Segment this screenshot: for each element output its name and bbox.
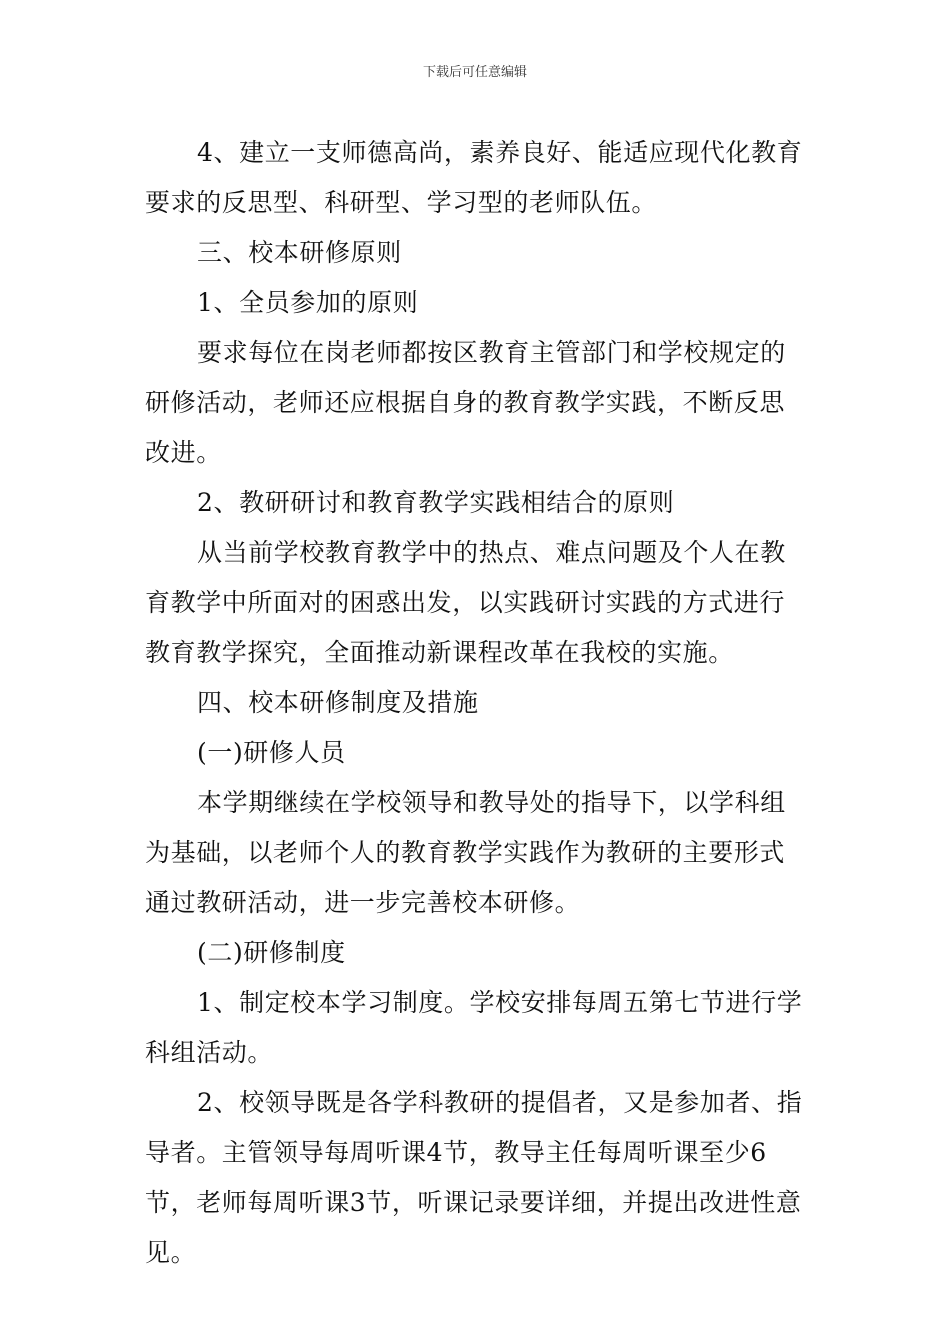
paragraph-system-1: 1、制定校本学习制度。学校安排每周五第七节进行学科组活动。 bbox=[145, 988, 803, 1067]
subheading-personnel: (一)研修人员 bbox=[197, 738, 346, 767]
section-heading-principles: 三、校本研修原则 bbox=[197, 238, 402, 267]
paragraph-full-participation: 要求每位在岗老师都按区教育主管部门和学校规定的研修活动，老师还应根据自身的教育教学实践，不断反思改进。 bbox=[145, 338, 786, 467]
page-header-note: 下载后可任意编辑 bbox=[422, 65, 527, 80]
subheading-system: (二)研修制度 bbox=[197, 938, 346, 967]
paragraph-goal-4: 4、建立一支师德高尚，素养良好、能适应现代化教育要求的反思型、科研型、学习型的老师队伍。 bbox=[145, 138, 803, 217]
paragraph-personnel: 本学期继续在学校领导和教导处的指导下，以学科组为基础，以老师个人的教育教学实践作为教研的主要形式通过教研活动，进一步完善校本研修。 bbox=[145, 788, 786, 917]
paragraph-research-practice: 从当前学校教育教学中的热点、难点问题及个人在教育教学中所面对的困惑出发，以实践研讨实践的方式进行教育教学探究，全面推动新课程改革在我校的实施。 bbox=[145, 538, 786, 667]
paragraph-system-2: 2、校领导既是各学科教研的提倡者，又是参加者、指导者。主管领导每周听课4节，教导主任每周听课至少6节，老师每周听课3节，听课记录要详细，并提出改进性意见。 bbox=[145, 1088, 803, 1267]
subheading-full-participation: 1、全员参加的原则 bbox=[197, 288, 419, 317]
document-body bbox=[145, 128, 810, 1278]
subheading-research-practice: 2、教研研讨和教育教学实践相结合的原则 bbox=[197, 488, 675, 517]
section-heading-system-measures: 四、校本研修制度及措施 bbox=[197, 688, 479, 717]
